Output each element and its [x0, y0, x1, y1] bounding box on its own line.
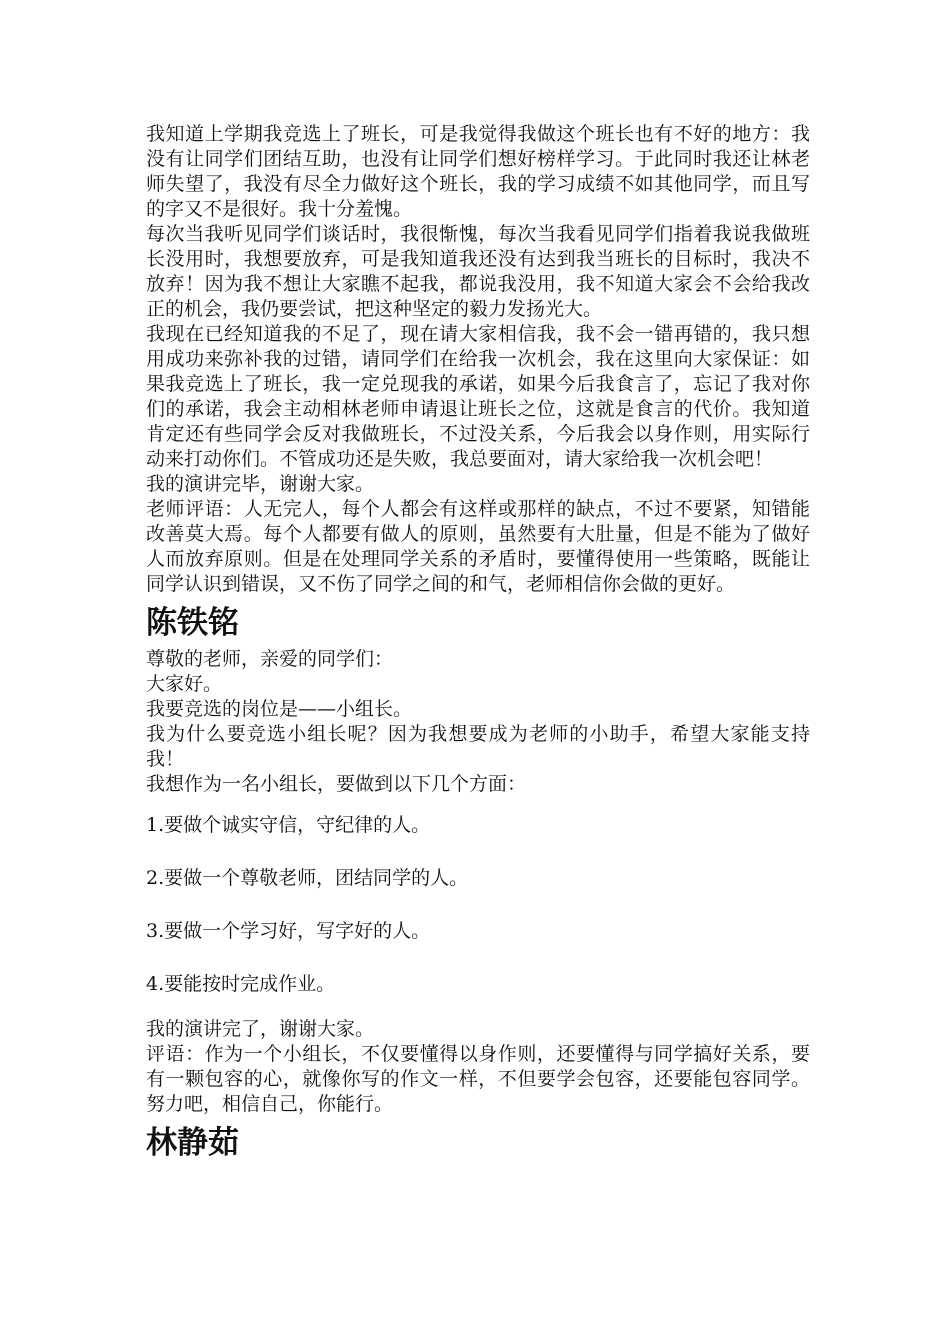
list-item: 1.要做个诚实守信，守纪律的人。 — [146, 814, 431, 836]
paragraph: 我的演讲完毕，谢谢大家。 — [146, 473, 375, 495]
paragraph: 我想作为一名小组长，要做到以下几个方面： — [146, 773, 527, 795]
paragraph: 我知道上学期我竞选上了班长，可是我觉得我做这个班长也有不好的地方：我没有让同学们团结互助，也没有让同学们想好榜样学习。于此同时我还让林老师失望了，我没有尽全力做好这个班长，我的学习成绩不如其他同学，而且写的字又不是很好。我十分羞愧。 — [146, 123, 810, 220]
greeting: 尊敬的老师，亲爱的同学们： — [146, 648, 394, 670]
section-heading-lin: 林静茹 — [146, 1125, 239, 1161]
list-item: 2.要做一个尊敬老师，团结同学的人。 — [146, 867, 469, 889]
paragraph: 大家好。 — [146, 673, 223, 695]
list-item: 3.要做一个学习好，写字好的人。 — [146, 920, 431, 942]
section-heading-chen: 陈铁铭 — [146, 605, 239, 641]
list-item: 4.要能按时完成作业。 — [146, 973, 336, 995]
document-page — [146, 122, 810, 1167]
paragraph: 我的演讲完了，谢谢大家。 — [146, 1018, 375, 1040]
teacher-comment: 评语：作为一个小组长，不仅要懂得以身作则，还要懂得与同学搞好关系，要有一颗包容的心，就像你写的作文一样，不但要学会包容，还要能包容同学。努力吧，相信自己，你能行。 — [146, 1043, 810, 1115]
paragraph: 我要竞选的岗位是——小组长。 — [146, 698, 413, 720]
paragraph: 我为什么要竞选小组长呢？因为我想要成为老师的小助手，希望大家能支持我！ — [146, 723, 810, 770]
teacher-comment: 老师评语：人无完人，每个人都会有这样或那样的缺点，不过不要紧，知错能改善莫大焉。每个人都要有做人的原则，虽然要有大肚量，但是不能为了做好人而放弃原则。但是在处理同学关系的矛盾时，要懂得使用一些策略，既能让同学认识到错误，又不伤了同学之间的和气，老师相信你会做的更好。 — [146, 498, 810, 595]
paragraph: 每次当我听见同学们谈话时，我很惭愧，每次当我看见同学们指着我说我做班长没用时，我想要放弃，可是我知道我还没有达到我当班长的目标时，我决不放弃！因为我不想让大家瞧不起我，都说我没用，我不知道大家会不会给我改正的机会，我仍要尝试，把这种坚定的毅力发扬光大。 — [146, 223, 810, 320]
paragraph: 我现在已经知道我的不足了，现在请大家相信我，我不会一错再错的，我只想用成功来弥补我的过错，请同学们在给我一次机会，我在这里向大家保证：如果我竞选上了班长，我一定兑现我的承诺，如果今后我食言了，忘记了我对你们的承诺，我会主动相林老师申请退让班长之位，这就是食言的代价。我知道肯定还有些同学会反对我做班长，不过没关系，今后我会以身作则，用实际行动来打动你们。不管成功还是失败，我总要面对，请大家给我一次机会吧！ — [146, 323, 810, 470]
